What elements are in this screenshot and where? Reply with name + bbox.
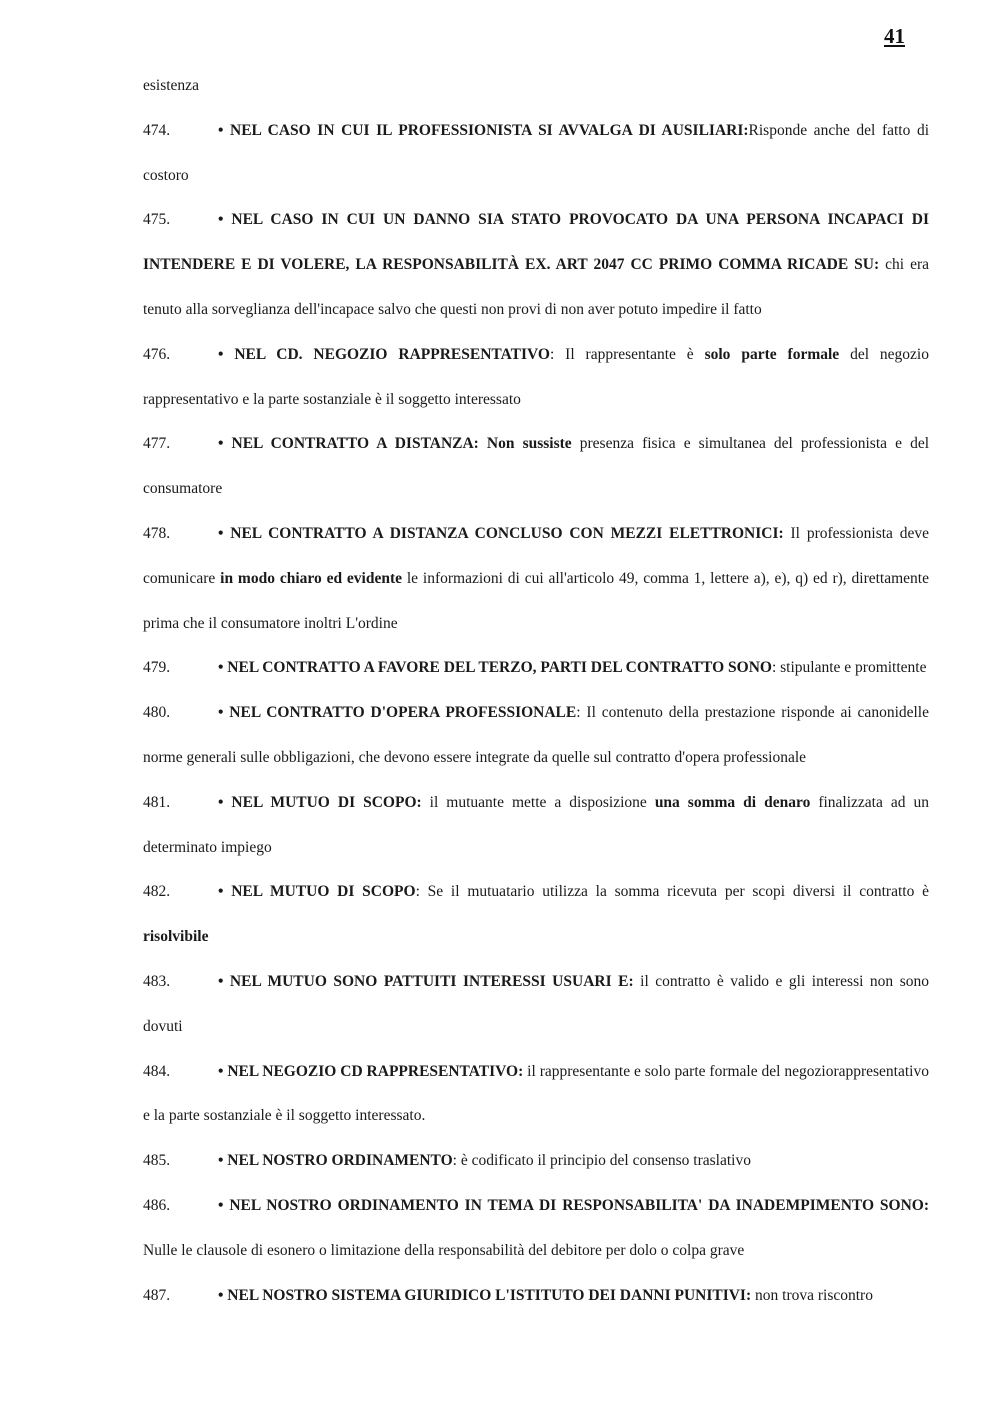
- item-heading: • NEL NOSTRO SISTEMA GIURIDICO L'ISTITUTO DEI DANNI PUNITIVI:: [218, 1286, 752, 1304]
- item-text: Risponde anche del fatto di costoro: [143, 121, 930, 184]
- item-number: 475.: [143, 211, 171, 229]
- item-text: il rappresentante e solo parte formale del negoziorappresentativo e la parte sostanziale è il soggetto interessato.: [143, 1062, 929, 1125]
- item-number: 487.: [143, 1286, 171, 1304]
- list-item: [143, 1050, 929, 1140]
- list-item: [143, 1139, 929, 1184]
- item-heading: • NEL NOSTRO ORDINAMENTO IN TEMA DI RESPONSABILITA' DA INADEMPIMENTO SONO:: [218, 1196, 929, 1214]
- item-heading: • NEL MUTUO SONO PATTUITI INTERESSI USUARI E:: [218, 972, 634, 990]
- list-item: [143, 64, 929, 109]
- item-heading: • NEL CONTRATTO A DISTANZA: Non sussiste: [218, 435, 572, 453]
- list-item: [143, 109, 929, 199]
- item-number: 481.: [143, 793, 171, 811]
- item-heading: • NEL CASO IN CUI IL PROFESSIONISTA SI AVVALGA DI AUSILIARI:: [218, 121, 749, 139]
- item-heading: risolvibile: [143, 928, 209, 946]
- item-text: Il professionista deve comunicare: [143, 524, 930, 587]
- item-number: 486.: [143, 1196, 171, 1214]
- list-item: [143, 1274, 929, 1319]
- item-text: : Il contenuto della prestazione risponde ai canonidelle norme generali sulle obbligazioni, che devono essere integrate da quelle sul contratto d'opera professionale: [143, 704, 929, 766]
- item-text: Nulle le clausole di esonero o limitazione della responsabilità del debitore per dolo o colpa grave: [143, 1241, 745, 1259]
- item-text: esistenza: [143, 77, 199, 94]
- list-item: [143, 870, 929, 960]
- item-heading: • NEL CASO IN CUI UN DANNO SIA STATO PROVOCATO DA UNA PERSONA INCAPACI DI INTENDERE E DI VOLERE, LA RESPONSABILITÀ EX. ART 2047 CC PRIMO COMMA RICADE SU:: [143, 211, 929, 274]
- item-text: le informazioni di cui all'articolo 49, comma 1, lettere a), e), q) ed r), direttamente prima che il consumatore inoltri L'ordine: [143, 569, 929, 632]
- item-heading: • NEL CONTRATTO A DISTANZA CONCLUSO CON MEZZI ELETTRONICI:: [218, 524, 784, 542]
- item-text: il contratto è valido e gli interessi non sono dovuti: [143, 972, 929, 1035]
- item-text: il mutuante mette a disposizione: [421, 793, 655, 811]
- item-text: non trova riscontro: [751, 1286, 873, 1304]
- list-item: [143, 1184, 929, 1274]
- item-number: 477.: [143, 435, 171, 453]
- list-item: [143, 333, 929, 423]
- item-number: 480.: [143, 704, 171, 722]
- item-text: : è codificato il principio del consenso traslativo: [452, 1152, 751, 1170]
- item-text: : Se il mutuatario utilizza la somma ricevuta per scopi diversi il contratto è: [415, 883, 929, 901]
- item-number: 485.: [143, 1152, 171, 1170]
- item-heading: • NEL NEGOZIO CD RAPPRESENTATIVO:: [218, 1062, 524, 1080]
- item-text: : stipulante e promittente: [771, 659, 927, 677]
- list-item: [143, 646, 929, 691]
- list-item: [143, 691, 929, 781]
- item-heading: una somma di denaro: [654, 793, 811, 811]
- list-item: [143, 198, 929, 332]
- item-text: presenza fisica e simultanea del professionista e del consumatore: [143, 435, 930, 498]
- item-heading: • NEL CD. NEGOZIO RAPPRESENTATIVO: [218, 345, 550, 363]
- item-number: 476.: [143, 345, 171, 363]
- list-item: [143, 512, 929, 646]
- item-number: 478.: [143, 524, 171, 542]
- item-number: 482.: [143, 883, 171, 901]
- item-heading: solo parte formale: [704, 345, 840, 363]
- item-text: del negozio rappresentativo e la parte sostanziale è il soggetto interessato: [143, 345, 929, 408]
- item-text: chi era tenuto alla sorveglianza dell'incapace salvo che questi non provi di non aver potuto impedire il fatto: [143, 256, 929, 318]
- item-heading: • NEL CONTRATTO A FAVORE DEL TERZO, PARTI DEL CONTRATTO SONO: [218, 659, 772, 677]
- item-number: 474.: [143, 121, 171, 139]
- item-heading: • NEL MUTUO DI SCOPO:: [218, 793, 422, 811]
- item-number: 483.: [143, 972, 171, 990]
- list-item: [143, 960, 929, 1050]
- list-item: [143, 422, 929, 512]
- item-heading: in modo chiaro ed evidente: [220, 569, 403, 587]
- item-text: finalizzata ad un determinato impiego: [143, 793, 930, 856]
- document-body: [143, 64, 929, 1318]
- list-item: [143, 781, 929, 871]
- item-number: 479.: [143, 659, 171, 677]
- page-number: 41: [884, 24, 905, 48]
- item-text: : Il rappresentante è: [549, 345, 705, 363]
- item-heading: • NEL NOSTRO ORDINAMENTO: [218, 1152, 453, 1170]
- item-heading: • NEL CONTRATTO D'OPERA PROFESSIONALE: [218, 704, 577, 722]
- item-heading: • NEL MUTUO DI SCOPO: [218, 883, 416, 901]
- item-number: 484.: [143, 1062, 171, 1080]
